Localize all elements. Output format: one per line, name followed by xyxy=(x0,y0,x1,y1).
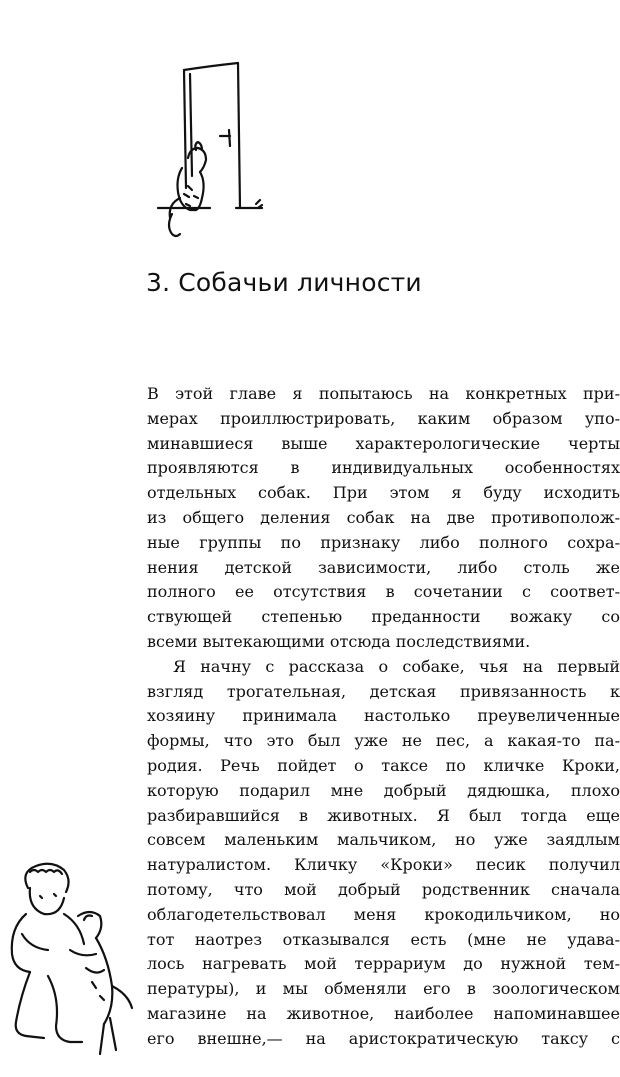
text-line: отдельных собак. При этом я буду исходить xyxy=(147,483,620,503)
text-line: родия. Речь пойдет о таксе по кличке Кроки, xyxy=(147,755,620,775)
text-line: лось нагревать мой террариум до нужной тем- xyxy=(147,954,620,974)
body-text xyxy=(147,382,620,1052)
text-line: натуралистом. Кличку «Кроки» песик получил xyxy=(147,855,620,875)
chapter-title-text: Собачьи личности xyxy=(178,268,422,297)
text-line: ствующей степенью преданности вожаку со xyxy=(147,607,620,627)
paragraph-1 xyxy=(147,382,620,655)
text-line: всеми вытекающими отсюда последствиями. xyxy=(147,631,531,651)
paragraph-2 xyxy=(147,655,620,1052)
door-with-dog-illustration xyxy=(150,58,280,248)
text-line: совсем маленьким мальчиком, но уже заядлым xyxy=(147,830,620,850)
chapter-number: 3. xyxy=(146,268,171,297)
text-line: его внешне,— на аристократическую таксу с xyxy=(147,1028,620,1048)
text-line: магазине на животное, наиболее напоминавшее xyxy=(147,1003,620,1023)
text-line: полного ее отсутствия в сочетании с соответ- xyxy=(147,582,620,602)
text-line: взгляд трогательная, детская привязанность к xyxy=(147,681,620,701)
text-line: мерах проиллюстрировать, каким образом упо- xyxy=(147,408,620,428)
text-line: В этой главе я попытаюсь на конкретных при- xyxy=(147,384,620,403)
boy-with-dachshund-illustration xyxy=(0,858,150,1073)
text-line: пературы), и мы обменяли его в зоологическом xyxy=(147,979,620,999)
text-line: минавшиеся выше характерологические черты xyxy=(147,433,620,453)
text-line: Я начну с рассказа о собаке, чья на первый xyxy=(173,656,620,676)
text-line: которую подарил мне добрый дядюшка, плохо xyxy=(147,780,620,800)
chapter-title xyxy=(146,268,422,297)
text-line: облагодетельствовал меня крокодильчиком, но xyxy=(147,904,620,924)
text-line: тот наотрез отказывался есть (мне не удава- xyxy=(147,929,620,949)
text-line: из общего деления собак на две противополож- xyxy=(147,507,620,527)
text-line: нения детской зависимости, либо столь же xyxy=(147,557,620,577)
text-line: разбиравшийся в животных. Я был тогда еще xyxy=(147,805,620,825)
text-line: проявляются в индивидуальных особенностях xyxy=(147,458,620,478)
text-line: формы, что это был уже не пес, а какая-то па- xyxy=(147,731,620,751)
text-line: потому, что мой добрый родственник сначала xyxy=(147,879,620,899)
text-line: ные группы по признаку либо полного сохра- xyxy=(147,532,620,552)
text-line: хозяину принимала настолько преувеличенные xyxy=(147,706,620,726)
